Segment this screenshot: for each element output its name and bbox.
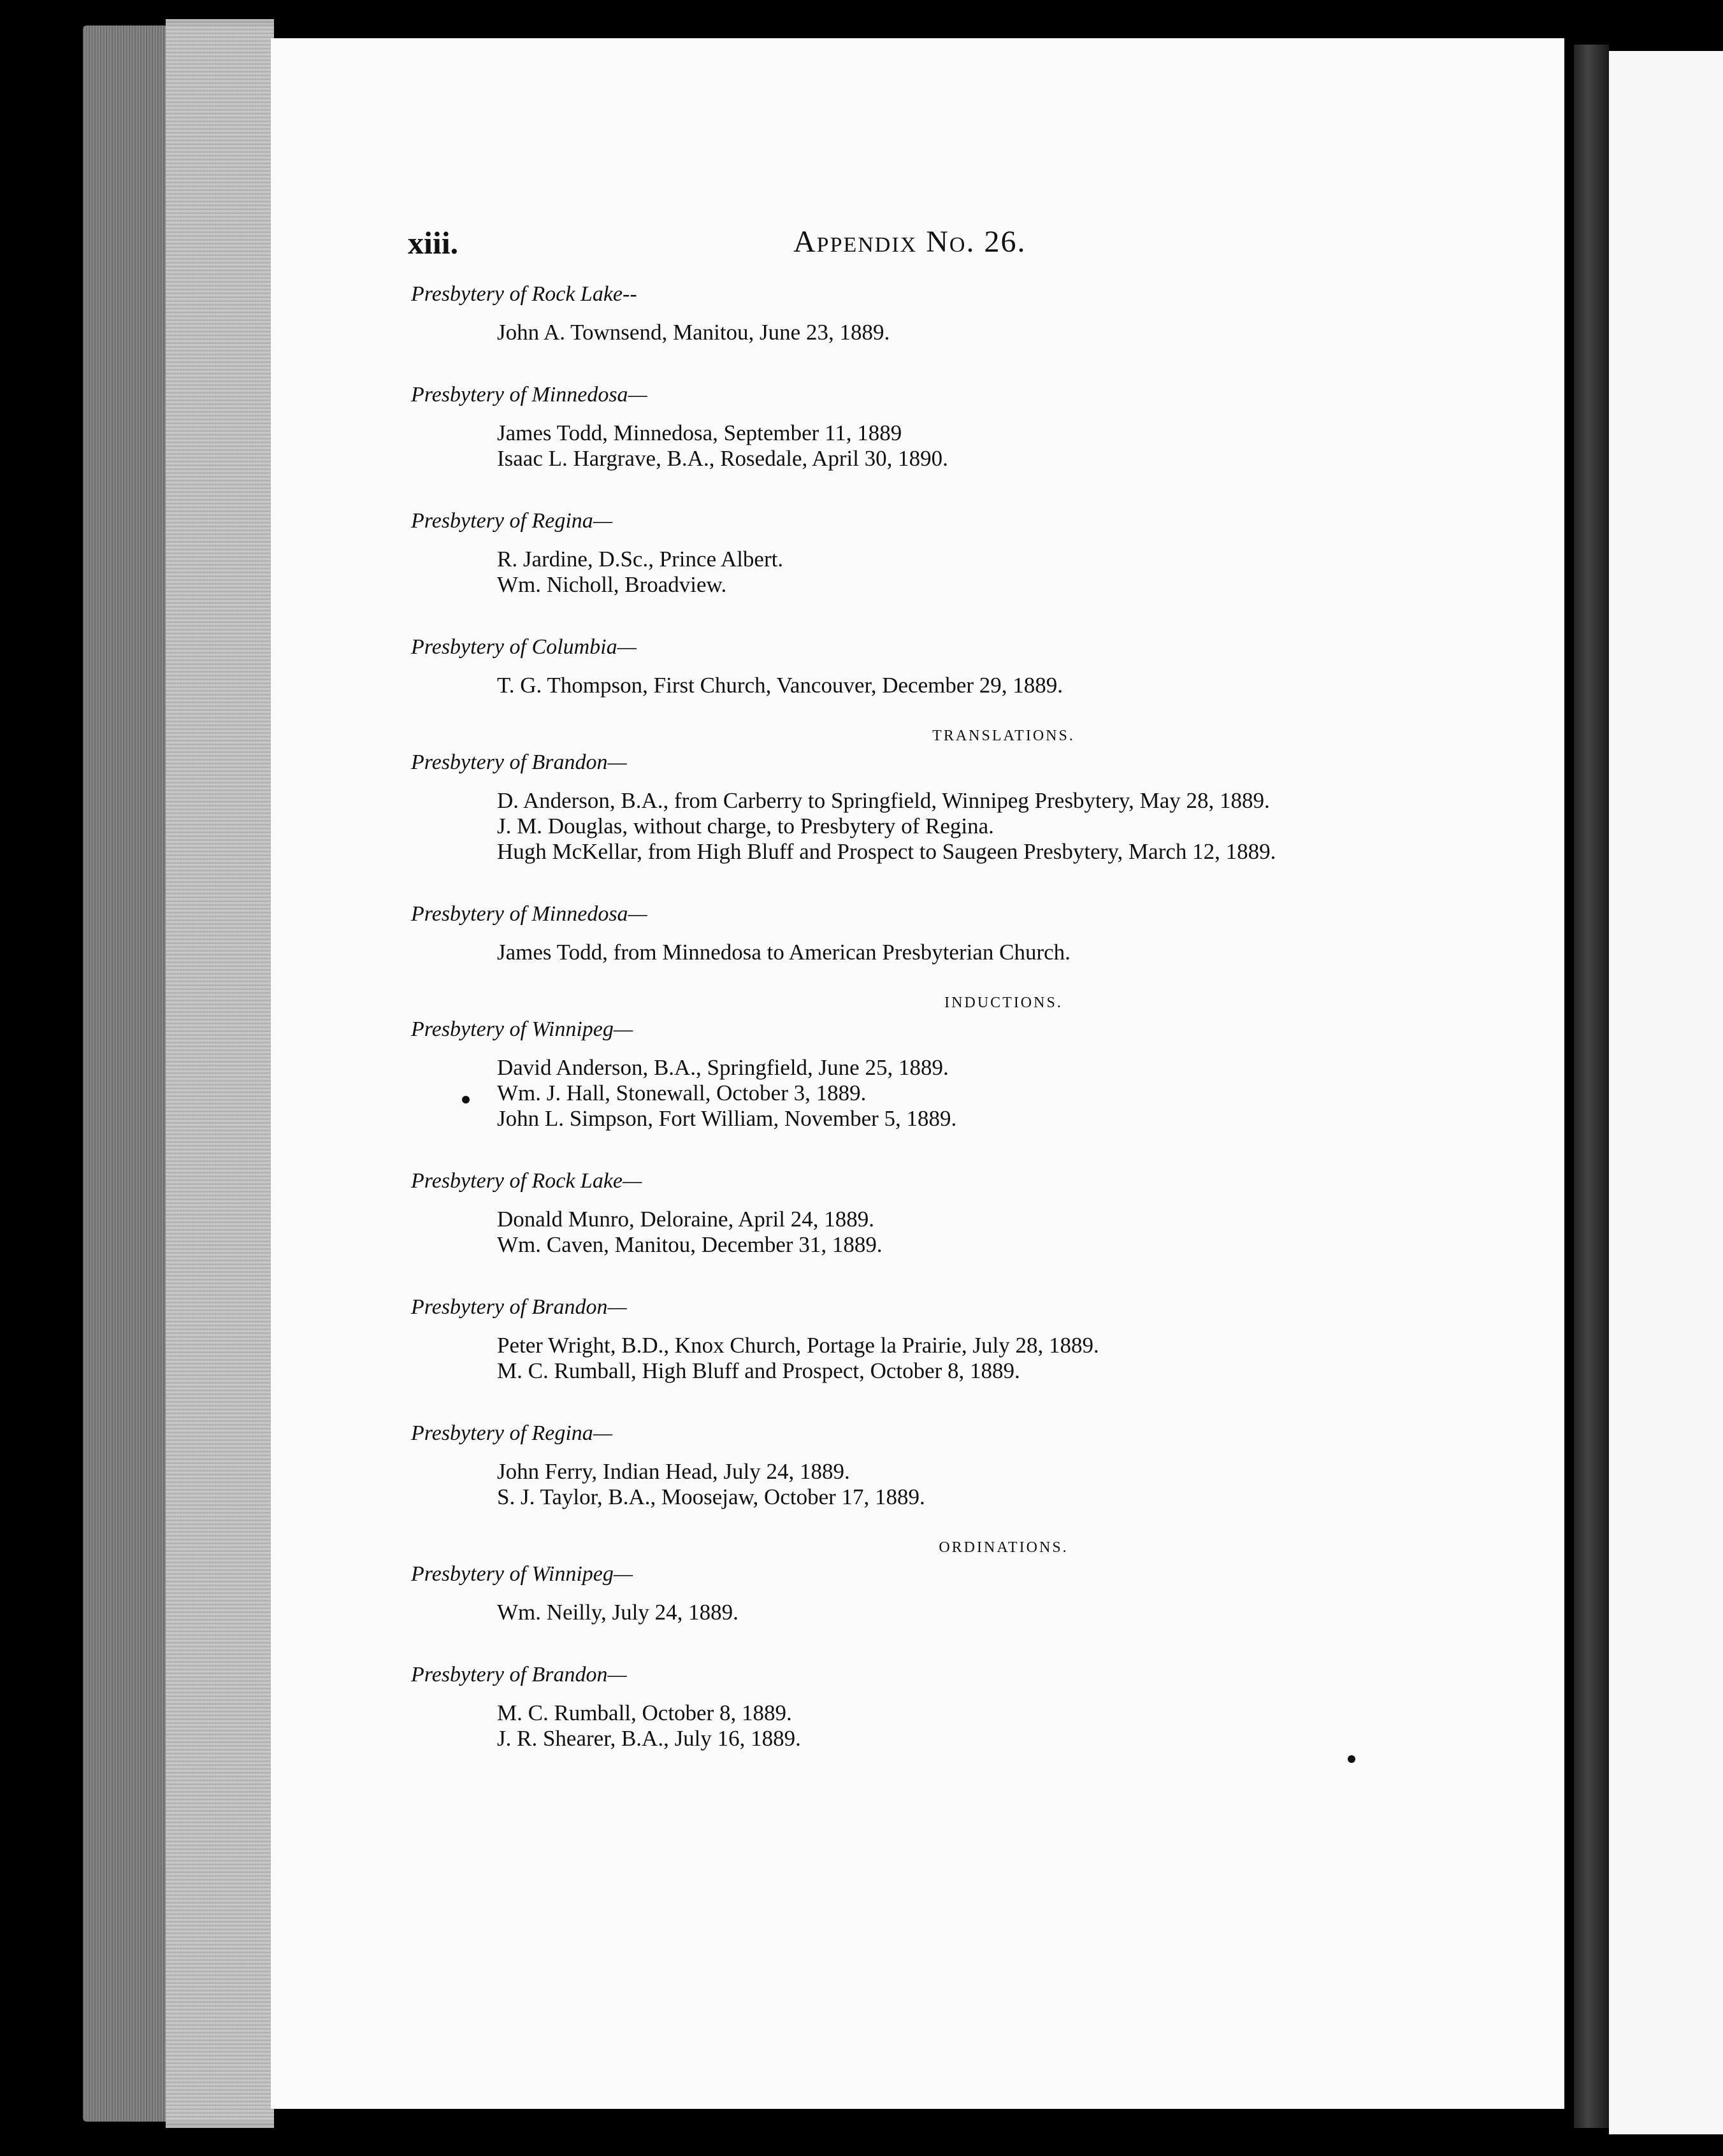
presbytery-name: Presbytery of Brandon— <box>411 1663 627 1686</box>
entry-line: Donald Munro, Deloraine, April 24, 1889. <box>497 1207 874 1232</box>
entry-line: Hugh McKellar, from High Bluff and Prospect to Saugeen Presbytery, March 12, 1889. <box>497 839 1276 864</box>
entry-line: J. R. Shearer, B.A., July 16, 1889. <box>497 1726 801 1751</box>
presbytery-name: Presbytery of Brandon— <box>411 1295 627 1319</box>
entry-line: Wm. J. Hall, Stonewall, October 3, 1889. <box>497 1081 867 1105</box>
entry-line: James Todd, from Minnedosa to American Presbyterian Church. <box>497 940 1071 965</box>
entry-line: M. C. Rumball, October 8, 1889. <box>497 1700 792 1725</box>
entry-line: S. J. Taylor, B.A., Moosejaw, October 17, 1889. <box>497 1484 925 1509</box>
presbytery-name: Presbytery of Minnedosa— <box>411 383 647 406</box>
entry-line: James Todd, Minnedosa, September 11, 1889 <box>497 420 902 445</box>
entry-line: Peter Wright, B.D., Knox Church, Portage la Prairie, July 28, 1889. <box>497 1333 1099 1358</box>
presbytery-name: Presbytery of Brandon— <box>411 751 627 774</box>
entry-line: M. C. Rumball, High Bluff and Prospect, October 8, 1889. <box>497 1358 1020 1383</box>
presbytery-name: Presbytery of Winnipeg— <box>411 1562 633 1586</box>
presbytery-section <box>411 633 1481 698</box>
entry-line: John L. Simpson, Fort William, November 5, 1889. <box>497 1106 957 1131</box>
presbytery-name: Presbytery of Rock Lake— <box>411 1169 642 1193</box>
entry-line: John Ferry, Indian Head, July 24, 1889. <box>497 1459 850 1484</box>
presbytery-name: Presbytery of Regina— <box>411 509 612 533</box>
book-gutter <box>1574 45 1609 2128</box>
presbytery-section <box>411 280 1481 345</box>
book-page-stack <box>166 19 274 2128</box>
entry-line: R. Jardine, D.Sc., Prince Albert. <box>497 547 784 571</box>
presbytery-name: Presbytery of Winnipeg— <box>411 1017 633 1041</box>
page-title: Appendix No. 26. <box>793 225 1027 259</box>
presbytery-section <box>411 1419 1481 1510</box>
page-header <box>408 224 1058 262</box>
presbytery-name: Presbytery of Regina— <box>411 1421 612 1445</box>
presbytery-section <box>411 1016 1481 1132</box>
page-content <box>411 280 1481 1787</box>
entry-line: David Anderson, B.A., Springfield, June 25, 1889. <box>497 1055 949 1080</box>
entry-line: D. Anderson, B.A., from Carberry to Springfield, Winnipeg Presbytery, May 28, 1889. <box>497 788 1270 813</box>
presbytery-name: Presbytery of Minnedosa— <box>411 902 647 926</box>
facing-page-edge <box>1609 51 1723 2134</box>
entry-line: Wm. Neilly, July 24, 1889. <box>497 1600 739 1625</box>
presbytery-name: Presbytery of Columbia— <box>411 635 637 659</box>
presbytery-section <box>411 1661 1481 1751</box>
presbytery-section <box>411 381 1481 471</box>
presbytery-name: Presbytery of Rock Lake-- <box>411 282 637 306</box>
presbytery-section <box>411 1167 1481 1258</box>
entry-line: Wm. Nicholl, Broadview. <box>497 572 727 597</box>
section-heading-inductions: INDUCTIONS. <box>944 995 1063 1011</box>
presbytery-section <box>411 749 1481 865</box>
section-heading-ordinations: ORDINATIONS. <box>939 1539 1069 1556</box>
section-heading-translations: TRANSLATIONS. <box>932 728 1075 744</box>
entry-line: John A. Townsend, Manitou, June 23, 1889. <box>497 320 890 345</box>
entry-line: Isaac L. Hargrave, B.A., Rosedale, April 30, 1890. <box>497 446 948 471</box>
presbytery-section <box>411 1560 1481 1625</box>
page-number: xiii. <box>408 225 459 261</box>
presbytery-section <box>411 507 1481 598</box>
presbytery-section <box>411 1293 1481 1384</box>
presbytery-section <box>411 900 1481 965</box>
entry-line: J. M. Douglas, without charge, to Presbytery of Regina. <box>497 814 994 838</box>
entry-line: Wm. Caven, Manitou, December 31, 1889. <box>497 1232 883 1257</box>
entry-line: T. G. Thompson, First Church, Vancouver, December 29, 1889. <box>497 673 1063 698</box>
